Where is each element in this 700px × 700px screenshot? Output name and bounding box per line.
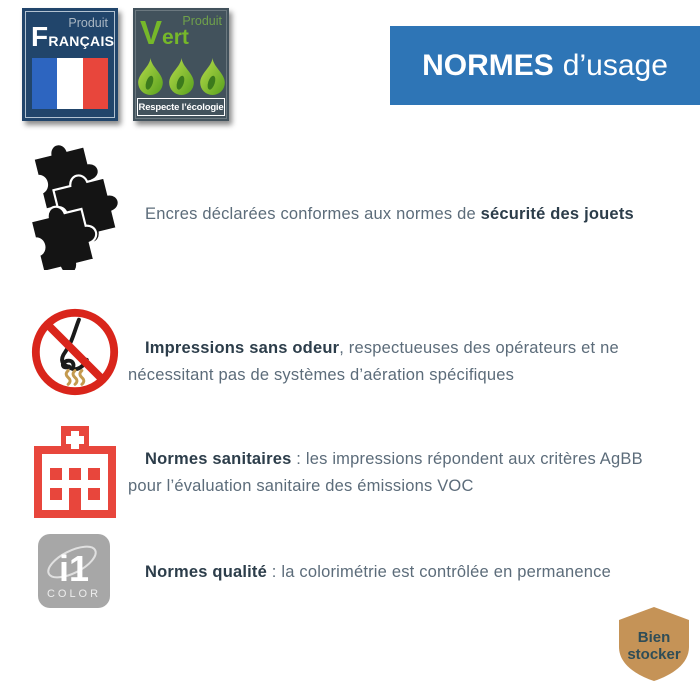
badge-inner-border bbox=[25, 11, 115, 118]
badge-produit-francais bbox=[22, 8, 118, 121]
row-text-toy-safety bbox=[128, 201, 693, 228]
green-drops-icon bbox=[133, 58, 229, 95]
i1-color-icon bbox=[38, 534, 110, 608]
hospital-icon bbox=[30, 426, 120, 520]
text-line: Normes qualité : la colorimétrie est contrôlée en permanence bbox=[145, 563, 611, 581]
text-line: pour l’évaluation sanitaire des émissions VOC bbox=[128, 477, 474, 495]
banner-title-light: d’usage bbox=[562, 48, 668, 82]
logo-line1: Bien bbox=[637, 629, 671, 646]
badge-fr-top-label: Produit bbox=[68, 16, 108, 30]
text-line: Encres déclarées conformes aux normes de sécurité des jouets bbox=[145, 205, 634, 223]
puzzle-icon bbox=[24, 138, 120, 270]
badge-vert-main-label: Vert bbox=[140, 14, 189, 51]
i1-caption: COLOR bbox=[46, 588, 102, 600]
i1-label: i1 bbox=[58, 548, 90, 589]
banner-title-bold: NORMES bbox=[422, 48, 554, 82]
badge-produit-vert bbox=[133, 8, 229, 121]
bien-stocker-logo bbox=[619, 607, 689, 681]
row-text-sanitary bbox=[128, 446, 693, 500]
normes-banner bbox=[390, 26, 700, 105]
badge-vert-caption: Respecte l’écologie bbox=[137, 98, 225, 116]
leaf-drop-icon bbox=[200, 58, 225, 95]
no-odor-icon bbox=[28, 304, 122, 400]
text-line: Normes sanitaires : les impressions répondent aux critères AgBB bbox=[145, 450, 643, 468]
row-text-quality bbox=[128, 559, 693, 586]
text-line: nécessitant pas de systèmes d’aération spécifiques bbox=[128, 366, 515, 384]
text-line: Impressions sans odeur, respectueuses des opérateurs et ne bbox=[145, 339, 619, 357]
leaf-drop-icon bbox=[169, 58, 194, 95]
french-flag-icon bbox=[32, 58, 108, 109]
leaf-drop-icon bbox=[138, 58, 163, 95]
badge-vert-top-label: Produit bbox=[182, 14, 222, 28]
logo-line2: stocker bbox=[627, 646, 681, 663]
row-text-no-odor bbox=[128, 335, 693, 389]
badge-fr-main-label: FRANÇAIS bbox=[31, 21, 115, 52]
